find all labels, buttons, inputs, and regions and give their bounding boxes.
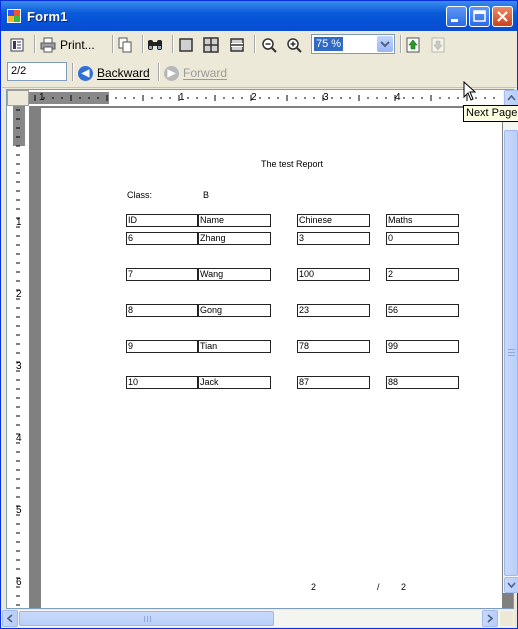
toolbar-separator [400, 35, 402, 53]
ruler-number: 4 [16, 433, 22, 444]
table-cell: Wang [198, 268, 271, 281]
maximize-icon [470, 7, 489, 26]
scroll-down-button[interactable] [504, 577, 518, 593]
grip-icon [144, 616, 145, 622]
column-header-name: Name [198, 214, 271, 227]
zoom-combobox[interactable] [311, 34, 395, 54]
grip-icon [508, 352, 515, 353]
print-preview-area[interactable] [6, 89, 514, 609]
close-button[interactable] [492, 6, 513, 27]
arrow-left-icon: ◀ [78, 66, 93, 81]
ruler-number: 6 [16, 577, 22, 588]
table-cell: 9 [126, 340, 198, 353]
chevron-right-icon [487, 614, 493, 623]
size-grip[interactable] [500, 611, 513, 626]
minimize-button[interactable] [446, 6, 467, 27]
zoom-value: 75 % [316, 38, 342, 50]
ruler-corner [7, 90, 29, 106]
binoculars-icon [146, 36, 164, 54]
page-setup-button[interactable] [8, 34, 30, 56]
table-cell: 3 [297, 232, 370, 245]
class-value: B [203, 190, 210, 200]
table-cell: Gong [198, 304, 271, 317]
toolbar-separator [172, 35, 174, 53]
table-cell: Zhang [198, 232, 271, 245]
window-title: Form1 [27, 9, 68, 24]
table-cell: 7 [126, 268, 198, 281]
copy-button[interactable] [116, 34, 138, 56]
backward-label: Backward [97, 66, 150, 80]
next-page-button[interactable] [429, 34, 451, 56]
table-cell: Jack [198, 376, 271, 389]
tooltip: Next Page [463, 105, 518, 122]
title-bar[interactable] [1, 1, 517, 31]
multi-page-icon [202, 36, 220, 54]
page-width-button[interactable] [228, 34, 250, 56]
grip-icon [508, 349, 515, 350]
footer-current-page: 2 [311, 582, 317, 592]
grip-icon [150, 616, 151, 622]
mouse-cursor-icon [463, 81, 477, 101]
ruler-ticks [7, 106, 29, 608]
chevron-down-icon [377, 36, 393, 52]
table-cell: 56 [386, 304, 459, 317]
minimize-icon [447, 7, 466, 26]
horizontal-scroll-thumb[interactable] [19, 611, 274, 626]
zoom-out-icon [260, 36, 278, 54]
scroll-right-button[interactable] [482, 610, 498, 627]
fit-width-icon [228, 36, 246, 54]
table-cell: 2 [386, 268, 459, 281]
scroll-left-button[interactable] [2, 610, 18, 627]
toolbar-separator [254, 35, 256, 53]
single-page-icon [177, 36, 195, 54]
forward-button[interactable] [164, 62, 227, 84]
toolbar-separator [34, 35, 36, 53]
grip-icon [147, 616, 148, 622]
chevron-down-icon [507, 582, 516, 588]
grip-icon [508, 355, 515, 356]
copy-icon [116, 36, 134, 54]
printer-icon [39, 36, 57, 54]
ruler-number: 5 [16, 505, 22, 516]
vertical-scrollbar[interactable] [503, 90, 518, 593]
zoom-out-button[interactable] [260, 34, 282, 56]
table-cell: 23 [297, 304, 370, 317]
horizontal-ruler [29, 90, 503, 107]
previous-page-icon [404, 36, 422, 54]
ruler-number: 1 [16, 217, 22, 228]
table-cell: 100 [297, 268, 370, 281]
ruler-number: 2 [251, 92, 257, 103]
multi-page-button[interactable] [202, 34, 224, 56]
table-cell: 0 [386, 232, 459, 245]
close-icon [493, 7, 512, 26]
print-button[interactable] [39, 34, 109, 56]
horizontal-scrollbar[interactable] [2, 610, 514, 627]
report-title: The test Report [261, 159, 324, 169]
forward-label: Forward [183, 66, 228, 80]
ruler-number: 3 [323, 92, 329, 103]
chevron-left-icon [7, 614, 13, 623]
zoom-in-button[interactable] [285, 34, 307, 56]
table-cell: 88 [386, 376, 459, 389]
page-number-field[interactable]: 2/2 [7, 62, 67, 81]
toolbar-separator [72, 63, 74, 81]
backward-button[interactable] [78, 62, 150, 84]
ruler-number: 1 [39, 92, 45, 103]
previous-page-button[interactable] [404, 34, 426, 56]
column-header-maths: Maths [386, 214, 459, 227]
navigation-toolbar [2, 59, 516, 88]
table-cell: 87 [297, 376, 370, 389]
class-label: Class: [127, 190, 153, 200]
table-cell: Tian [198, 340, 271, 353]
ruler-ticks [29, 90, 503, 106]
find-button[interactable] [146, 34, 168, 56]
ruler-number: 4 [395, 92, 401, 103]
table-cell: 99 [386, 340, 459, 353]
toolbar-separator [158, 63, 160, 81]
footer-separator: / [377, 582, 380, 592]
footer-total-pages: 2 [401, 582, 407, 592]
next-page-icon [429, 36, 447, 54]
toolbar-separator [112, 35, 114, 53]
column-header-chinese: Chinese [297, 214, 370, 227]
table-cell: 8 [126, 304, 198, 317]
report-page [41, 108, 502, 608]
table-cell: 78 [297, 340, 370, 353]
app-icon[interactable] [7, 9, 21, 23]
arrow-right-icon: ▶ [164, 66, 179, 81]
preview-toolbar [2, 31, 516, 59]
zoom-dropdown-button[interactable] [377, 36, 393, 52]
vertical-ruler [7, 106, 30, 608]
scroll-up-button[interactable] [504, 90, 518, 106]
document-icon [8, 36, 26, 54]
ruler-number: 1 [179, 92, 185, 103]
single-page-button[interactable] [177, 34, 199, 56]
ruler-number: 3 [16, 361, 22, 372]
page-canvas [29, 106, 503, 608]
print-label: Print... [60, 38, 95, 52]
vertical-scroll-thumb[interactable] [504, 130, 518, 576]
ruler-number: 2 [16, 289, 22, 300]
maximize-button[interactable] [469, 6, 490, 27]
column-header-id: ID [126, 214, 198, 227]
table-cell: 10 [126, 376, 198, 389]
toolbar-separator [142, 35, 144, 53]
chevron-up-icon [507, 95, 516, 101]
zoom-in-icon [285, 36, 303, 54]
table-cell: 6 [126, 232, 198, 245]
